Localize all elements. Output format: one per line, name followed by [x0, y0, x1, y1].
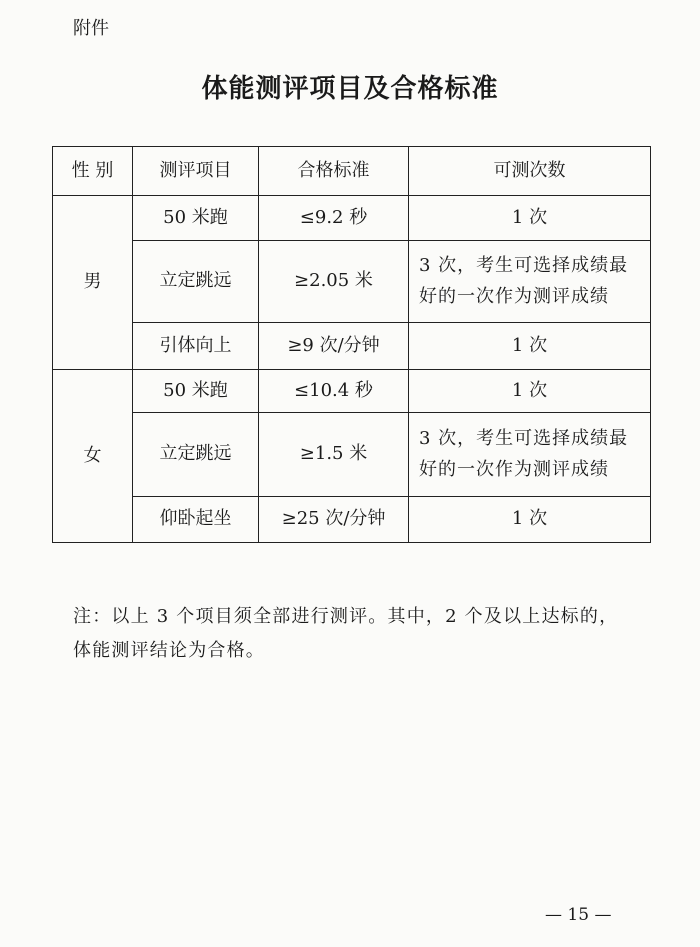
attachment-label: 附件: [73, 18, 109, 39]
standard-cell: ≥9 次/分钟: [259, 323, 409, 370]
standard-cell: ≤10.4 秒: [259, 370, 409, 413]
count-cell: 1 次: [409, 196, 651, 241]
gender-cell-male: 男: [53, 196, 133, 370]
header-count: 可测次数: [409, 147, 651, 196]
standard-cell: ≤9.2 秒: [259, 196, 409, 241]
header-gender: 性 别: [53, 147, 133, 196]
table-header-row: [53, 147, 651, 196]
item-cell: 50 米跑: [133, 196, 259, 241]
count-cell: 1 次: [409, 323, 651, 370]
item-cell: 仰卧起坐: [133, 497, 259, 543]
header-item: 测评项目: [133, 147, 259, 196]
table-row: [53, 196, 651, 241]
document-title: 体能测评项目及合格标准: [201, 74, 499, 104]
gender-cell-female: 女: [53, 370, 133, 543]
page-number: — 15 —: [545, 905, 612, 925]
count-cell: 3 次，考生可选择成绩最好的一次作为测评成绩: [409, 413, 651, 497]
table-row: [53, 413, 651, 497]
count-cell: 1 次: [409, 370, 651, 413]
item-cell: 立定跳远: [133, 241, 259, 323]
note-paragraph: 注：以上 3 个项目须全部进行测评。其中，2 个及以上达标的，体能测评结论为合格。: [73, 606, 619, 661]
standard-cell: ≥25 次/分钟: [259, 497, 409, 543]
count-cell: 1 次: [409, 497, 651, 543]
item-cell: 引体向上: [133, 323, 259, 370]
table-row: [53, 241, 651, 323]
standard-cell: ≥1.5 米: [259, 413, 409, 497]
fitness-standards-table: [52, 146, 651, 543]
header-standard: 合格标准: [259, 147, 409, 196]
table-row: [53, 370, 651, 413]
table-row: [53, 323, 651, 370]
item-cell: 50 米跑: [133, 370, 259, 413]
table-row: [53, 497, 651, 543]
standard-cell: ≥2.05 米: [259, 241, 409, 323]
count-cell: 3 次，考生可选择成绩最好的一次作为测评成绩: [409, 241, 651, 323]
item-cell: 立定跳远: [133, 413, 259, 497]
